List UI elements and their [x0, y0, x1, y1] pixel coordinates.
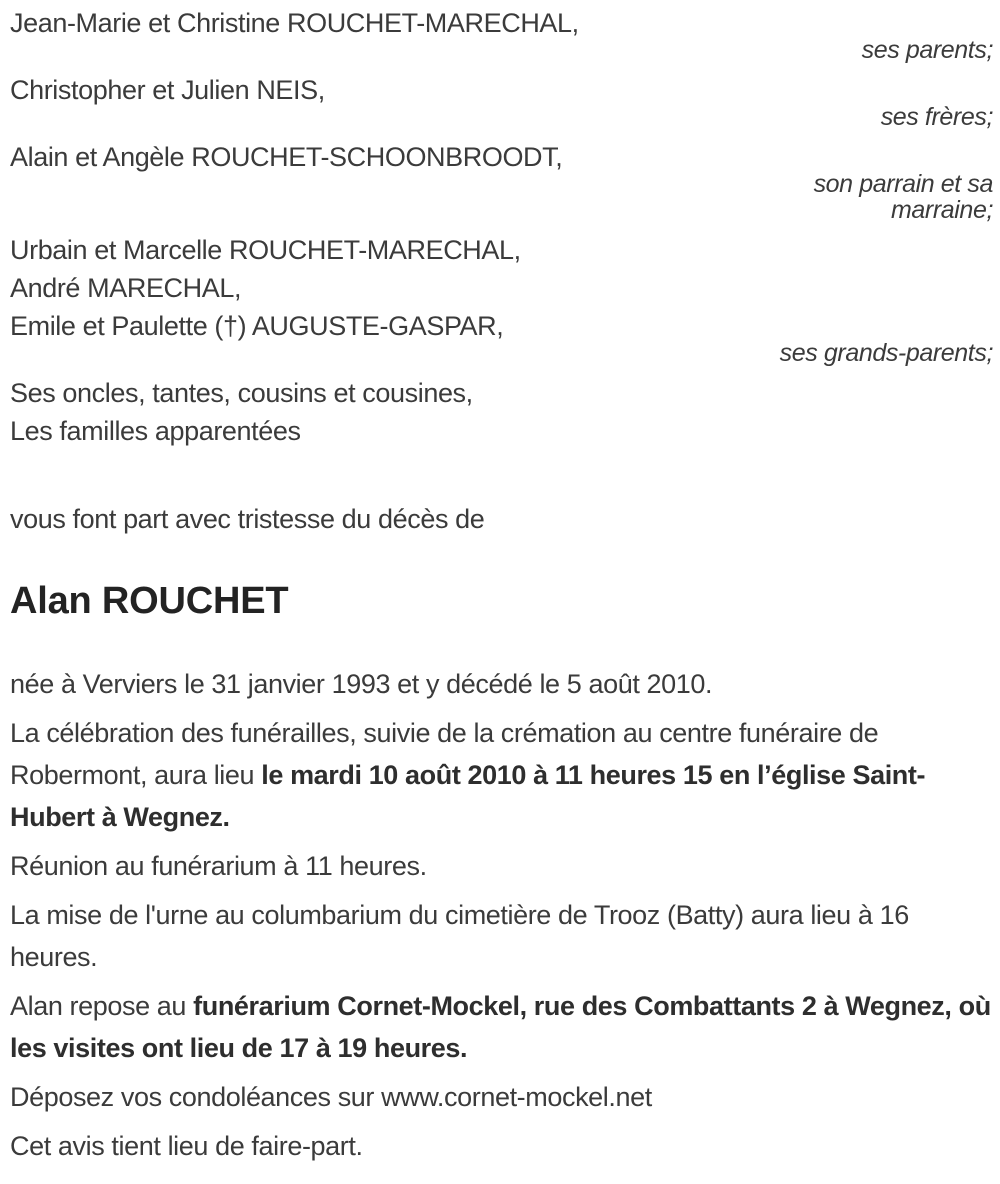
family-names-line: Alain et Angèle ROUCHET-SCHOONBROODT, [10, 142, 563, 172]
relationship-label-parents: ses parents; [861, 36, 993, 64]
ceremony-datetime-bold: le mardi 10 août 2010 à 11 heures 15 en l’église Saint-Hubert à Wegnez. [10, 760, 926, 832]
funeral-ceremony-paragraph [10, 712, 993, 838]
birth-death-line: née à Verviers le 31 janvier 1993 et y décédé le 5 août 2010. [10, 669, 713, 699]
meeting-paragraph: Réunion au funérarium à 11 heures. [10, 851, 427, 881]
family-names-line: Christopher et Julien NEIS, [10, 75, 325, 105]
announcement-intro: vous font part avec tristesse du décès de [10, 504, 485, 534]
family-names-line: Ses oncles, tantes, cousins et cousines, [10, 378, 473, 408]
family-entry-extended [10, 374, 993, 450]
family-entry-grandparents [10, 231, 993, 366]
relationship-label-brothers: ses frères; [880, 103, 993, 131]
family-list [10, 4, 993, 450]
text-segment: Alan repose au [10, 991, 194, 1021]
deceased-name: Alan ROUCHET [10, 580, 289, 622]
text-segment: La célébration des funérailles, suivie de la crémation au centre funéraire de Robermont, aura lieu [10, 718, 879, 790]
family-entry-godparents [10, 138, 993, 223]
relationship-label-godparents: son parrain et sa marraine; [813, 170, 993, 224]
family-entry-parents [10, 4, 993, 63]
family-names-line: Les familles apparentées [10, 416, 301, 446]
repose-visits-paragraph [10, 985, 993, 1069]
relationship-label-grandparents: ses grands-parents; [779, 339, 993, 367]
family-names-line: Urbain et Marcelle ROUCHET-MARECHAL, [10, 235, 521, 265]
condolences-paragraph: Déposez vos condoléances sur www.cornet-mockel.net [10, 1082, 652, 1112]
funerarium-address-bold: funérarium Cornet-Mockel, rue des Combattants 2 à Wegnez, où les visites ont lieu de 17 à 19 heures. [10, 991, 991, 1063]
urn-paragraph: La mise de l'urne au columbarium du cimetière de Trooz (Batty) aura lieu à 16 heures. [10, 900, 909, 972]
family-names-line: André MARECHAL, [10, 273, 242, 303]
family-names-line: Jean-Marie et Christine ROUCHET-MARECHAL, [10, 8, 579, 38]
family-entry-brothers [10, 71, 993, 130]
notice-footer: Cet avis tient lieu de faire-part. [10, 1131, 363, 1161]
family-names-line: Emile et Paulette (†) AUGUSTE-GASPAR, [10, 311, 504, 341]
